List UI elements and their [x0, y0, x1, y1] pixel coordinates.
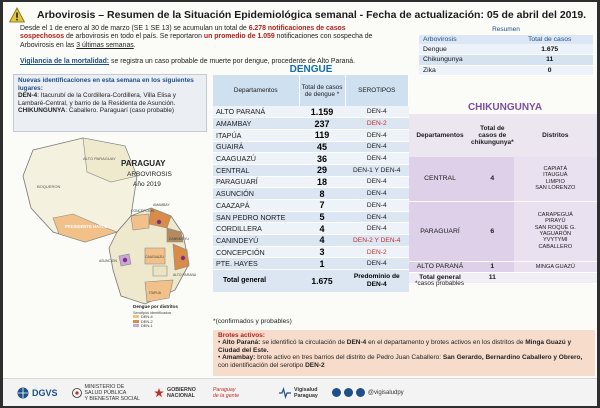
- slogan-line: Paraguay: [212, 386, 236, 393]
- dengue-row: [213, 118, 409, 130]
- summary-count: 0: [502, 65, 593, 76]
- dengue-row: [213, 188, 409, 200]
- outbreak-label: Alto Paraná:: [222, 339, 261, 347]
- chik-total: 6: [471, 201, 514, 261]
- chik-label: CHIKUNGUNYA: [18, 107, 66, 115]
- dengue-dep: CAAZAPÁ: [213, 200, 299, 212]
- chik-district: MINGA GUAZÚ: [535, 263, 575, 270]
- dengue-serotype: DEN-4: [345, 200, 409, 212]
- intro-weeks: 3 últimas semanas: [76, 41, 134, 49]
- seal-icon: [72, 387, 82, 399]
- outbreaks-heading: Brotes activos:: [218, 332, 265, 339]
- dengue-title: DENGUE: [289, 64, 333, 75]
- map-dept-label: AMAMBAY: [153, 203, 170, 207]
- vigisalud-logo: [279, 387, 318, 399]
- vig-line: Paraguay: [294, 392, 318, 399]
- summary-col-arbovirosis: Arbovirosis: [419, 35, 502, 44]
- dengue-dep: AMAMBAY: [213, 118, 299, 130]
- dengue-col-dep: Departamentos: [213, 75, 299, 106]
- dengue-total: 8: [299, 188, 345, 200]
- map-concepcion: [131, 214, 149, 230]
- dengue-row: [213, 106, 409, 118]
- chik-body: [409, 157, 597, 283]
- dengue-dep: CONCEPCIÓN: [213, 246, 299, 258]
- dengue-total: 1: [299, 258, 345, 270]
- government-logo: [154, 387, 196, 399]
- dengue-row: [213, 129, 409, 141]
- intro-text-3: notificaciones con sospecha de Arbovirosis en las: [20, 33, 373, 49]
- legend-swatch: [133, 315, 139, 318]
- intro-text-2: de arbovirosis en todo el país. Se reportaron: [64, 33, 204, 41]
- map-dept-label: CAAGUAZU: [145, 255, 164, 259]
- dengue-dep: PARAGUARÍ: [213, 176, 299, 188]
- map-legend: [133, 304, 178, 315]
- chik-total: 1: [471, 261, 514, 272]
- summary-disease: Chikungunya: [419, 55, 502, 66]
- new-ids-heading: Nuevas identificaciones en esta semana en los siguientes lugares:: [18, 77, 194, 92]
- dengue-dep: CANINDEYÚ: [213, 235, 299, 247]
- slogan-line: de la gente: [212, 392, 240, 399]
- dengue-row: [213, 211, 409, 223]
- dengue-row: [213, 258, 409, 270]
- outbreak-districts: San Gerardo, Bernardino Caballero y Obrero,: [442, 354, 583, 362]
- dengue-serotype: DEN-4: [345, 106, 409, 118]
- legend-label: DEN-4: [141, 314, 153, 319]
- chik-note: *casos probables: [415, 280, 465, 287]
- dengue-serotype: DEN-4: [345, 211, 409, 223]
- map-dept-label: ALTO PARANA: [173, 273, 197, 277]
- chik-row: [409, 201, 597, 261]
- chik-district: YVYTYMI: [543, 237, 568, 244]
- active-outbreaks: [213, 330, 595, 376]
- intro-text-1: Desde el 1 de enero al 30 de marzo (SE 1 SE 13) se acumulan un total de: [20, 25, 249, 32]
- chik-district: YAGUARÓN: [539, 231, 572, 237]
- dengue-row: [213, 246, 409, 258]
- paraguay-map: [13, 130, 213, 330]
- outbreak-text: con identificación del serotipo: [218, 361, 306, 369]
- outbreak-item: • Amambay: brote activo en tres barrios del distrito de Pedro Juan Caballero: San Gerardo, Bernardino Caballero y Obrero, con identificación del serotipo DEN-2: [218, 354, 583, 369]
- dengue-col-total: Total de casos de dengue *: [299, 75, 345, 106]
- handle-text[interactable]: @vigisaludpy: [367, 389, 404, 396]
- summary-table: [419, 35, 593, 76]
- summary-count: 1.675: [502, 44, 593, 55]
- facebook-icon: [344, 388, 353, 397]
- map-dept-label: ASUNCION: [99, 259, 117, 263]
- ministry-line: Y BIENESTAR SOCIAL: [84, 395, 140, 402]
- government-text: [167, 387, 196, 399]
- map-guaira: [153, 266, 167, 276]
- new-ids-den: [18, 92, 202, 107]
- dengue-total: 4: [299, 235, 345, 247]
- dengue-total-sero: Predominio de DEN-4: [345, 270, 409, 292]
- dengue-row: [213, 223, 409, 235]
- map-probable-case: [123, 258, 127, 262]
- dengue-total-value: 1.675: [299, 270, 345, 292]
- map-probable-case: [157, 220, 161, 224]
- chik-row: [409, 157, 597, 201]
- outbreak-districts: Minga Guazú y Ciudad del Este.: [218, 339, 572, 354]
- legend-subtitle: Serotipos identificados: [133, 311, 172, 315]
- chik-district: CARAPEGUÁ: [537, 211, 573, 218]
- dgvs-logo: [17, 387, 58, 399]
- instagram-icon: [356, 388, 365, 397]
- chik-districts: [514, 261, 597, 272]
- dengue-total: 237: [299, 118, 345, 130]
- dengue-row: [213, 141, 409, 153]
- intro-total-notifications: 6.278 notificaciones de casos sospechosos: [20, 25, 346, 41]
- chik-district: PIRAYÚ: [545, 218, 566, 225]
- summary-panel: [419, 26, 593, 76]
- dengue-dep: GUAIRÁ: [213, 141, 299, 153]
- map-dept-label: ALTO PARAGUAY: [83, 156, 116, 161]
- ministry-line: SALUD PÚBLICA: [84, 389, 127, 396]
- summary-disease: Dengue: [419, 44, 502, 55]
- dengue-dep: ITAPÚA: [213, 129, 299, 141]
- dengue-body: [213, 106, 409, 270]
- dengue-total: 7: [299, 200, 345, 212]
- chik-row: [409, 261, 597, 272]
- vig-line: Vigisalud: [294, 386, 318, 393]
- chik-total-label: Total general: [409, 272, 471, 283]
- dengue-total: 18: [299, 176, 345, 188]
- legend-label: DEN-1: [141, 323, 153, 329]
- ministry-logo: [72, 384, 140, 402]
- dengue-row: [213, 235, 409, 247]
- dengue-total-row: [213, 270, 409, 292]
- chik-total-value: 11: [471, 272, 514, 283]
- page-title: Arbovirosis – Resumen de la Situación Epidemiológica semanal - Fecha de actualización: 05 de abril del 2019.: [37, 9, 587, 21]
- dengue-total: 1.159: [299, 106, 345, 118]
- legend-title: Dengue por distritos: [133, 304, 178, 309]
- den-text: : Itacurubí de la Cordillera-Cordillera, Villa Elisa y Lambaré-Central, y barrio de la Residenta de Asunción.: [18, 92, 176, 107]
- dengue-dep: PTE. HAYES: [213, 258, 299, 270]
- warning-icon: [9, 7, 25, 23]
- dengue-serotype: DEN-4: [345, 129, 409, 141]
- star-icon: [154, 387, 164, 399]
- gov-line: NACIONAL: [166, 392, 195, 399]
- dengue-row: [213, 164, 409, 176]
- map-dept-label: PRESIDENTE HAYES: [65, 224, 107, 229]
- map-probable-case: [181, 256, 185, 260]
- chik-district: SAN ROQUE G.: [534, 224, 576, 231]
- twitter-icon: [332, 388, 341, 397]
- outbreak-text: se identificó la circulación de: [260, 339, 347, 347]
- footer-logos: [3, 378, 597, 406]
- new-ids-chik: [18, 107, 202, 115]
- dengue-serotype: DEN-4: [345, 141, 409, 153]
- summary-title: Resumen: [492, 26, 520, 33]
- bulletin-sheet: [3, 2, 597, 406]
- chik-dep: ALTO PARANÁ: [409, 261, 471, 272]
- intro-paragraph: [20, 25, 385, 50]
- summary-col-total: Total de casos: [502, 35, 593, 44]
- dengue-total: 3: [299, 246, 345, 258]
- outbreak-serotype: DEN-4: [346, 339, 367, 347]
- chik-dep: CENTRAL: [409, 157, 471, 201]
- chik-table: [409, 114, 597, 284]
- summary-row: [419, 44, 593, 55]
- slogan-logo: [210, 387, 239, 399]
- legend-item: [133, 324, 213, 329]
- outbreak-text: en el departamento y brotes activos en los distritos de: [366, 339, 526, 347]
- globe-icon: [17, 387, 29, 399]
- outbreak-item: • Alto Paraná: se identificó la circulación de DEN-4 en el departamento y brotes activos en los distritos de Minga Guazú y Ciudad del Este.: [218, 339, 572, 354]
- dengue-dep: CAAGUAZÚ: [213, 153, 299, 165]
- dengue-total-label: Total general: [213, 270, 299, 292]
- chik-dep: PARAGUARÍ: [409, 201, 471, 261]
- map-svg: [13, 130, 213, 330]
- mortality-text: se registra un caso probable de muerte por dengue, procedente de Alto Paraná.: [109, 58, 356, 65]
- dengue-total: 45: [299, 141, 345, 153]
- chik-district: CAPIATÁ: [543, 165, 568, 172]
- dengue-serotype: DEN-4: [345, 153, 409, 165]
- mortality-label: Vigilancia de la mortalidad:: [20, 58, 110, 65]
- dengue-dep: ALTO PARANÁ: [213, 106, 299, 118]
- chik-col-dep: Departamentos: [409, 114, 471, 157]
- chik-districts: [514, 157, 597, 201]
- legend-label: DEN-2: [141, 318, 153, 324]
- legend-swatch: [133, 324, 139, 327]
- chik-col-total: Total de casos de chikungunya*: [471, 114, 514, 157]
- map-dept-label: BOQUERON: [37, 184, 61, 189]
- slogan-text: [213, 387, 239, 399]
- dengue-col-sero: SEROTIPOS: [345, 75, 409, 106]
- dengue-row: [213, 153, 409, 165]
- dengue-dep: CORDILLERA: [213, 223, 299, 235]
- ministry-line: MINISTERIO DE: [84, 383, 125, 390]
- ministry-text: [85, 384, 140, 402]
- chik-title: CHIKUNGUNYA: [467, 102, 543, 113]
- dgvs-text: DGVS: [32, 387, 58, 398]
- dengue-dep: SAN PEDRO NORTE: [213, 211, 299, 223]
- vigisalud-text: [294, 387, 318, 399]
- dengue-serotype: DEN-2: [345, 246, 409, 258]
- social-handle: [332, 388, 404, 397]
- map-dept-label: ITAPUA: [149, 291, 161, 295]
- legend-list: [133, 315, 213, 329]
- dengue-dep: ASUNCIÓN: [213, 188, 299, 200]
- dengue-dep: CENTRAL: [213, 164, 299, 176]
- chik-district: ITAUGUÁ: [543, 172, 568, 179]
- dengue-serotype: DEN-2 Y DEN-4: [345, 235, 409, 247]
- den-label: DEN-4: [18, 92, 38, 100]
- chik-district: SAN LORENZO: [535, 185, 576, 192]
- dengue-serotype: DEN-4: [345, 223, 409, 235]
- dengue-row: [213, 200, 409, 212]
- outbreak-text: brote activo en tres barrios del distrito de Pedro Juan Caballero:: [255, 354, 443, 362]
- intro-average: un promedio de 1.059: [203, 33, 275, 41]
- dengue-serotype: DEN-4: [345, 188, 409, 200]
- map-year-label: Año 2019: [133, 181, 161, 188]
- dengue-total: 119: [299, 129, 345, 141]
- chik-col-dist: Distritos: [514, 114, 597, 157]
- chik-district: LIMPIO: [545, 178, 565, 185]
- summary-row: [419, 65, 593, 76]
- dengue-total: 36: [299, 153, 345, 165]
- chik-text: : Caballero. Paraguarí (caso probable): [65, 107, 175, 115]
- dengue-serotype: DEN-2: [345, 118, 409, 130]
- outbreak-label: Amambay:: [222, 354, 256, 362]
- gov-line: GOBIERNO: [166, 386, 196, 393]
- pulse-icon: [279, 387, 291, 399]
- dengue-row: [213, 176, 409, 188]
- dengue-note: *(confirmados y probables): [213, 318, 292, 325]
- dengue-total: 29: [299, 164, 345, 176]
- chik-district: CABALLERO: [538, 243, 573, 250]
- summary-count: 11: [502, 55, 593, 66]
- chik-districts: [514, 201, 597, 261]
- dengue-total: 5: [299, 211, 345, 223]
- dengue-serotype: DEN-1 Y DEN-4: [345, 164, 409, 176]
- map-alto-parana: [173, 244, 189, 270]
- map-dept-label: CONCEPCION: [131, 209, 154, 213]
- summary-row: [419, 55, 593, 66]
- outbreak-serotype: DEN-2: [305, 361, 325, 369]
- dengue-total: 4: [299, 223, 345, 235]
- chik-total-empty: [514, 272, 597, 283]
- map-dept-label: CANINDEYU: [169, 237, 189, 241]
- new-identifications-box: [13, 74, 207, 132]
- chik-total: 4: [471, 157, 514, 201]
- map-subtitle-label: ARBOVIROSIS: [127, 171, 172, 178]
- summary-disease: Zika: [419, 65, 502, 76]
- map-country-label: PARAGUAY: [121, 159, 166, 168]
- dengue-serotype: DEN-4: [345, 258, 409, 270]
- legend-swatch: [133, 320, 139, 323]
- intro-text-4: .: [133, 41, 136, 49]
- dengue-table: [213, 75, 409, 292]
- dengue-serotype: DEN-4: [345, 176, 409, 188]
